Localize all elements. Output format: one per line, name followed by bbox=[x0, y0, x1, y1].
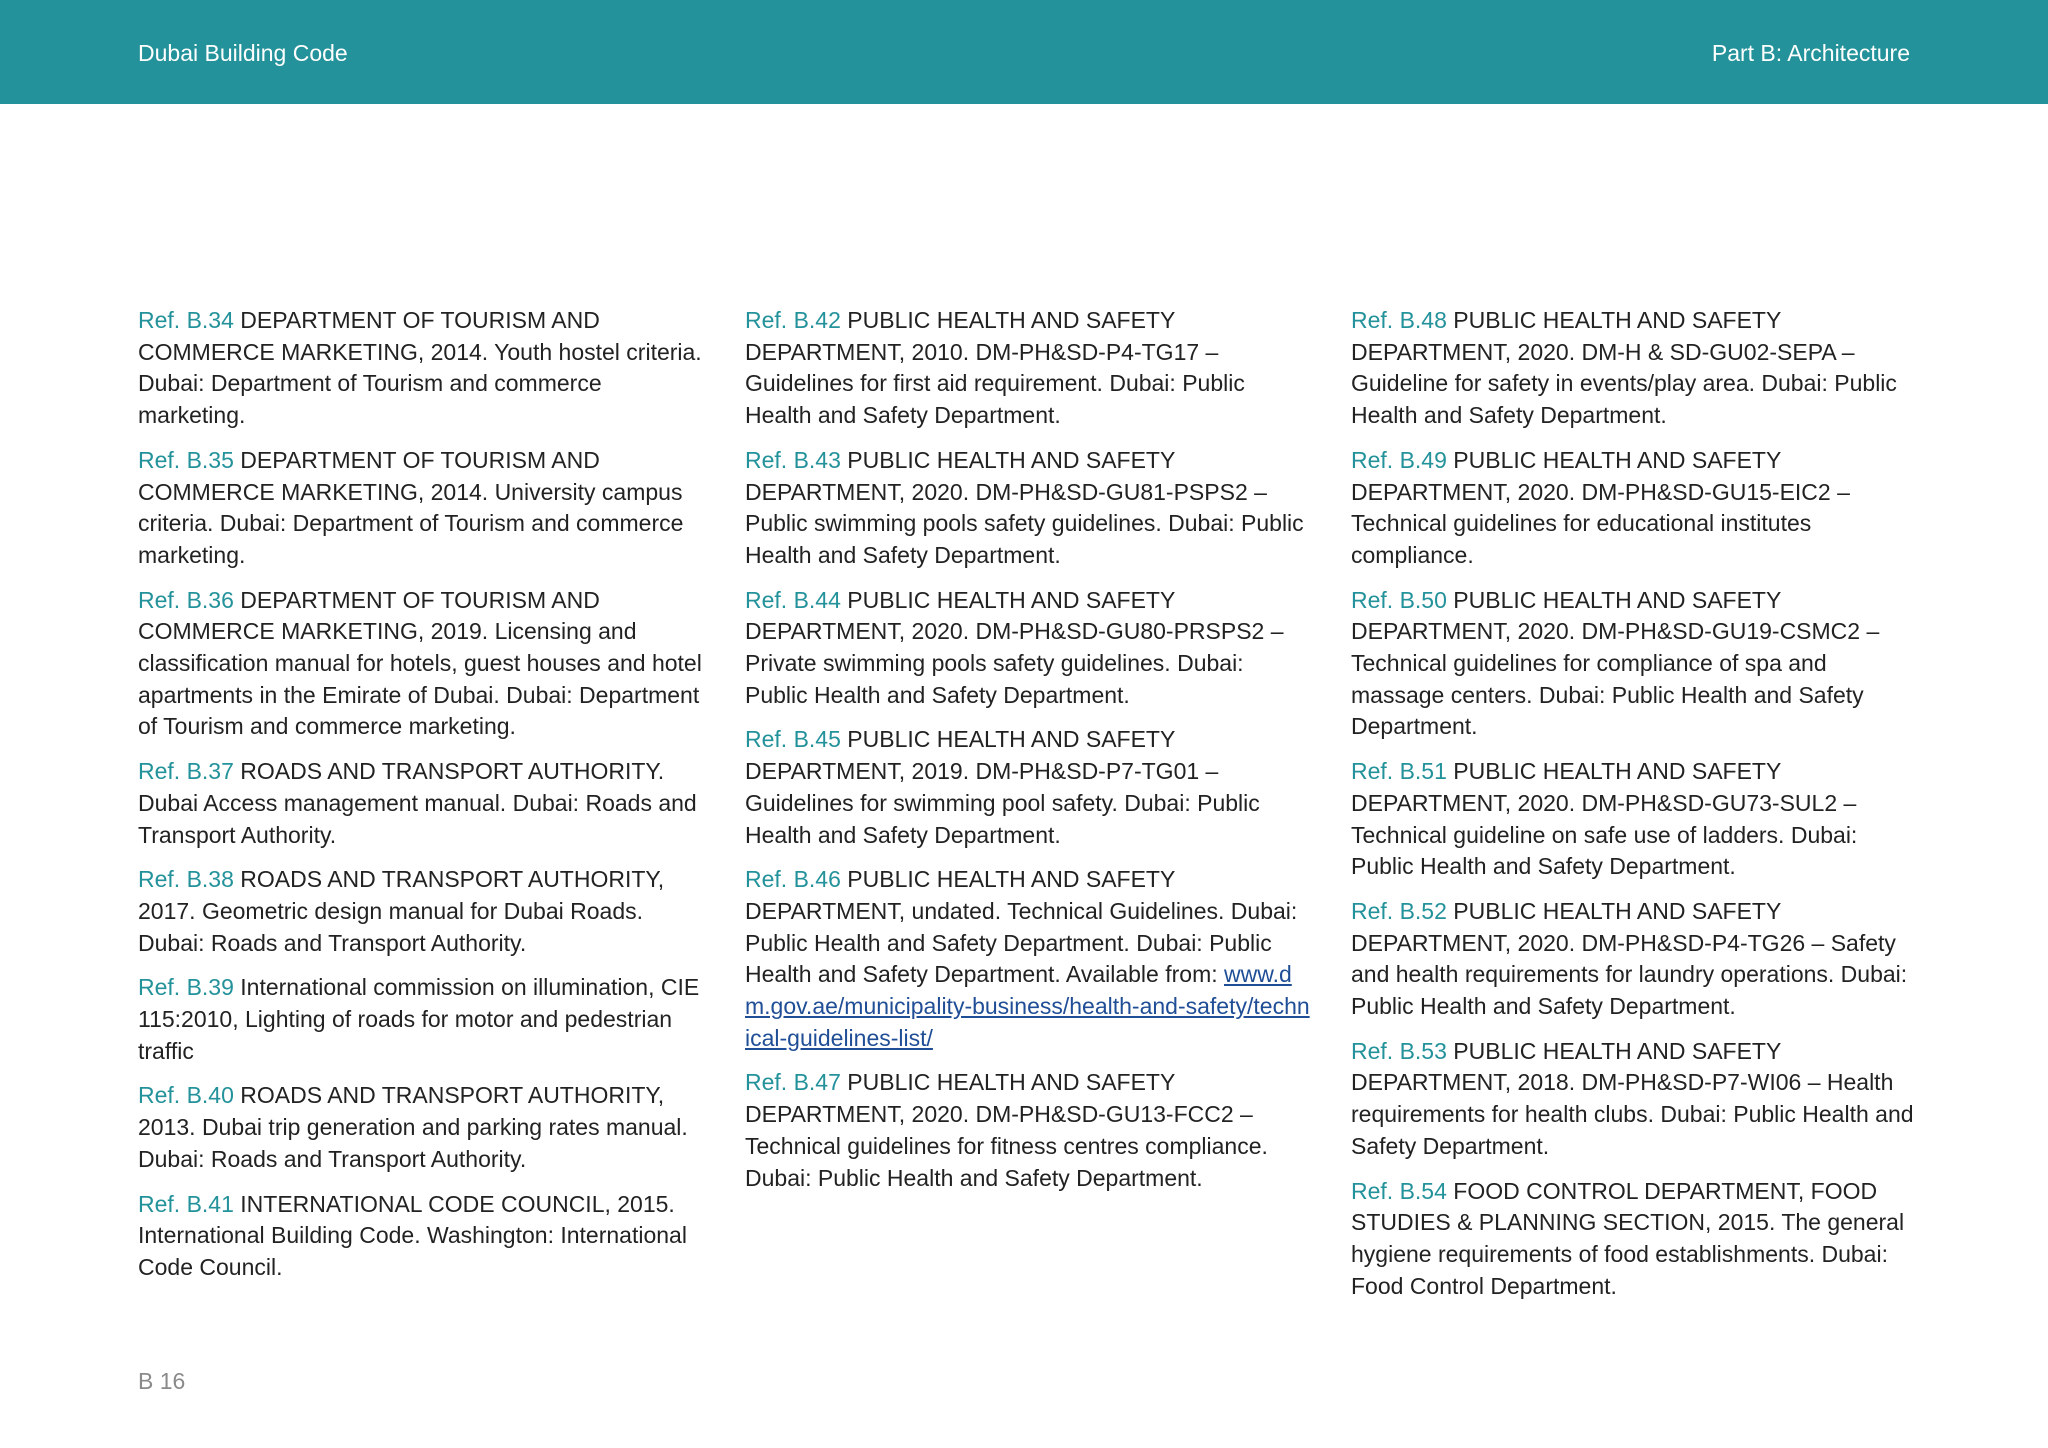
reference-text: DEPARTMENT OF TOURISM AND COMMERCE MARKETING, 2019. Licensing and classification manual for hotels, guest houses and hotel apartments in the Emirate of Dubai. Dubai: Department of Tourism and commerce marketing. bbox=[138, 586, 702, 740]
reference-text: DEPARTMENT OF TOURISM AND COMMERCE MARKETING, 2014. University campus criteria. Dubai: Department of Tourism and commerce marketing. bbox=[138, 446, 684, 568]
reference-text: ROADS AND TRANSPORT AUTHORITY. Dubai Access management manual. Dubai: Roads and Transport Authority. bbox=[138, 758, 697, 848]
reference-id: Ref. B.34 bbox=[138, 307, 234, 333]
reference-text: PUBLIC HEALTH AND SAFETY DEPARTMENT, 2020. DM-PH&SD-GU15-EIC2 –Technical guidelines for educational institutes compliance. bbox=[1351, 446, 1850, 568]
reference-column-3 bbox=[1351, 305, 1917, 1315]
reference-id: Ref. B.44 bbox=[745, 586, 841, 613]
reference-b38 bbox=[138, 864, 704, 959]
page-number: B 16 bbox=[138, 1368, 186, 1394]
reference-b54 bbox=[1351, 1176, 1917, 1303]
reference-id: Ref. B.39 bbox=[138, 974, 234, 1001]
reference-id: Ref. B.45 bbox=[745, 726, 841, 753]
reference-text: PUBLIC HEALTH AND SAFETY DEPARTMENT, 2020. DM-PH&SD-P4-TG26 – Safety and health requirements for laundry operations. Dubai: Public Health and Safety Department. bbox=[1351, 897, 1908, 1020]
document-title: Dubai Building Code bbox=[138, 40, 348, 66]
reference-b50 bbox=[1351, 585, 1917, 744]
reference-b42 bbox=[745, 305, 1311, 432]
reference-id: Ref. B.42 bbox=[745, 307, 841, 333]
reference-id: Ref. B.36 bbox=[138, 586, 234, 613]
reference-id: Ref. B.43 bbox=[745, 446, 841, 473]
reference-id: Ref. B.49 bbox=[1351, 446, 1447, 473]
reference-text: PUBLIC HEALTH AND SAFETY DEPARTMENT, undated. Technical Guidelines. Dubai: Public Health and Safety Department. Dubai: Public Health and Safety Department. Available from: bbox=[745, 866, 1298, 988]
reference-id: Ref. B.46 bbox=[745, 866, 841, 893]
reference-b36 bbox=[138, 585, 704, 744]
page-header bbox=[0, 0, 2048, 104]
reference-text: PUBLIC HEALTH AND SAFETY DEPARTMENT, 2020. DM-PH&SD-GU80-PRSPS2 – Private swimming pools safety guidelines. Dubai: Public Health and Safety Department. bbox=[745, 586, 1284, 708]
reference-text: PUBLIC HEALTH AND SAFETY DEPARTMENT, 2020. DM-PH&SD-GU19-CSMC2 – Technical guidelines for compliance of spa and massage centers. Dubai: Public Health and Safety Department. bbox=[1351, 586, 1880, 740]
reference-b44 bbox=[745, 585, 1311, 712]
reference-b35 bbox=[138, 445, 704, 572]
reference-b46 bbox=[745, 864, 1311, 1054]
reference-text: PUBLIC HEALTH AND SAFETY DEPARTMENT, 2019. DM-PH&SD-P7-TG01 – Guidelines for swimming pool safety. Dubai: Public Health and Safety Department. bbox=[745, 726, 1260, 848]
reference-text: International commission on illumination, CIE 115:2010, Lighting of roads for motor and pedestrian traffic bbox=[138, 974, 700, 1064]
reference-b49 bbox=[1351, 445, 1917, 572]
reference-text: PUBLIC HEALTH AND SAFETY DEPARTMENT, 2018. DM-PH&SD-P7-WI06 – Health requirements for health clubs. Dubai: Public Health and Safety Department. bbox=[1351, 1037, 1914, 1159]
reference-text: PUBLIC HEALTH AND SAFETY DEPARTMENT, 2020. DM-H & SD-GU02-SEPA – Guideline for safety in events/play area. Dubai: Public Health and Safety Department. bbox=[1351, 307, 1897, 429]
reference-text: FOOD CONTROL DEPARTMENT, FOOD STUDIES & PLANNING SECTION, 2015. The general hygiene requirements of food establishments. Dubai: Food Control Department. bbox=[1351, 1177, 1905, 1299]
reference-id: Ref. B.50 bbox=[1351, 586, 1447, 613]
reference-id: Ref. B.40 bbox=[138, 1082, 234, 1109]
reference-text: ROADS AND TRANSPORT AUTHORITY, 2017. Geometric design manual for Dubai Roads. Dubai: Roads and Transport Authority. bbox=[138, 866, 665, 956]
reference-b41 bbox=[138, 1189, 704, 1284]
reference-b40 bbox=[138, 1080, 704, 1175]
reference-text: PUBLIC HEALTH AND SAFETY DEPARTMENT, 2020. DM-PH&SD-GU81-PSPS2 – Public swimming pools safety guidelines. Dubai: Public Health and Safety Department. bbox=[745, 446, 1304, 568]
reference-b34 bbox=[138, 305, 704, 432]
reference-id: Ref. B.38 bbox=[138, 866, 234, 893]
reference-id: Ref. B.53 bbox=[1351, 1037, 1447, 1064]
reference-b43 bbox=[745, 445, 1311, 572]
reference-id: Ref. B.51 bbox=[1351, 758, 1447, 785]
reference-text: PUBLIC HEALTH AND SAFETY DEPARTMENT, 2020. DM-PH&SD-GU73-SUL2 – Technical guideline on safe use of ladders. Dubai: Public Health and Safety Department. bbox=[1351, 758, 1858, 880]
technical-guidelines-link[interactable]: www.dm.gov.ae/municipality-business/health-and-safety/technical-guidelines-list/ bbox=[745, 961, 1310, 1051]
reference-b37 bbox=[138, 756, 704, 851]
reference-text: PUBLIC HEALTH AND SAFETY DEPARTMENT, 2010. DM-PH&SD-P4-TG17 – Guidelines for first aid requirement. Dubai: Public Health and Safety Department. bbox=[745, 307, 1245, 429]
reference-b52 bbox=[1351, 896, 1917, 1023]
reference-id: Ref. B.41 bbox=[138, 1190, 234, 1217]
reference-b39 bbox=[138, 972, 704, 1067]
reference-id: Ref. B.37 bbox=[138, 758, 234, 785]
reference-b53 bbox=[1351, 1036, 1917, 1163]
reference-id: Ref. B.48 bbox=[1351, 307, 1447, 333]
reference-b45 bbox=[745, 724, 1311, 851]
reference-b51 bbox=[1351, 756, 1917, 883]
reference-text: PUBLIC HEALTH AND SAFETY DEPARTMENT, 2020. DM-PH&SD-GU13-FCC2 – Technical guidelines for fitness centres compliance. Dubai: Public Health and Safety Department. bbox=[745, 1069, 1268, 1191]
reference-b48 bbox=[1351, 305, 1917, 432]
reference-text: DEPARTMENT OF TOURISM AND COMMERCE MARKETING, 2014. Youth hostel criteria. Dubai: Department of Tourism and commerce marketing. bbox=[138, 307, 702, 429]
section-title: Part B: Architecture bbox=[1711, 40, 1910, 66]
reference-column-2 bbox=[745, 305, 1311, 1207]
reference-text: ROADS AND TRANSPORT AUTHORITY, 2013. Dubai trip generation and parking rates manual. Dubai: Roads and Transport Authority. bbox=[138, 1082, 688, 1172]
reference-b47 bbox=[745, 1067, 1311, 1194]
reference-id: Ref. B.54 bbox=[1351, 1177, 1447, 1204]
reference-text: INTERNATIONAL CODE COUNCIL, 2015. International Building Code. Washington: International Code Council. bbox=[138, 1190, 687, 1280]
reference-column-1 bbox=[138, 305, 704, 1297]
reference-id: Ref. B.52 bbox=[1351, 897, 1447, 924]
reference-id: Ref. B.35 bbox=[138, 446, 234, 473]
reference-id: Ref. B.47 bbox=[745, 1069, 841, 1096]
